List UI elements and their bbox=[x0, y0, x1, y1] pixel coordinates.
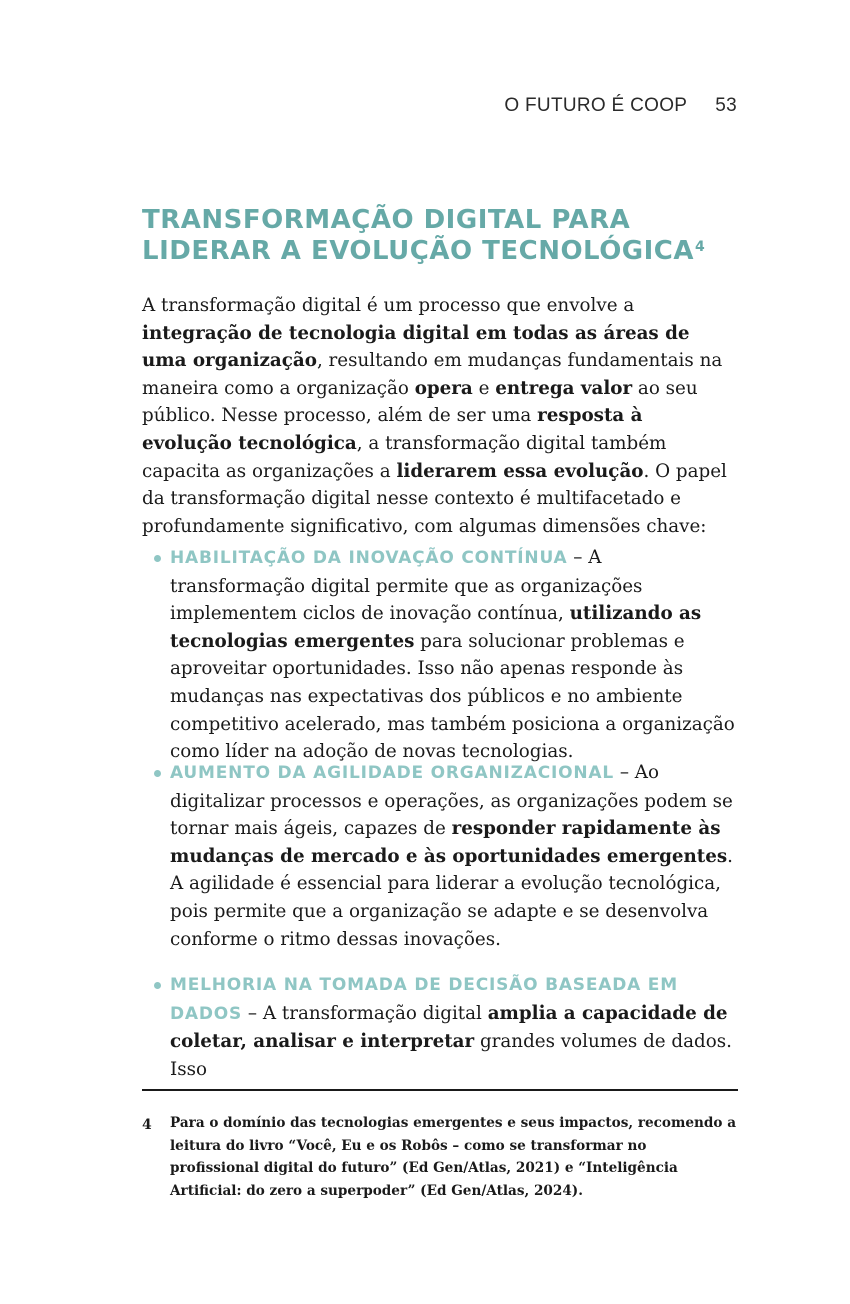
bullet-dot-icon bbox=[154, 770, 161, 777]
footnote-divider bbox=[142, 1089, 738, 1091]
bullet-heading: MELHORIA NA TOMADA DE DECISÃO BASEADA EM DADOS bbox=[170, 975, 678, 1024]
section-title-line-1: TRANSFORMAÇÃO DIGITAL PARA bbox=[142, 205, 631, 235]
page-number: 53 bbox=[715, 95, 737, 116]
section-title bbox=[142, 205, 762, 267]
bullet-dot-icon bbox=[154, 555, 161, 562]
bullet-item: AUMENTO DA AGILIDADE ORGANIZACIONAL – Ao digitalizar processos e operações, as organizações podem se tornar mais ágeis, capazes de responder rapidamente às mudanças de mercado e às oportunidades emergentes. A agilidade é essencial para liderar a evolução tecnológica, pois permite que a organização se adapte e se desenvolva conforme o ritmo dessas inovações. bbox=[170, 759, 738, 953]
bullet-item: MELHORIA NA TOMADA DE DECISÃO BASEADA EM DADOS – A transformação digital amplia a capacidade de coletar, analisar e interpretar grandes volumes de dados. Isso bbox=[170, 971, 738, 1083]
footnote-text: Para o domínio das tecnologias emergentes e seus impactos, recomendo a leitura do livro “Você, Eu e os Robôs – como se transformar no profissional digital do futuro” (Ed Gen/Atlas, 2021) e “Inteligência Artificial: do zero a superpoder” (Ed Gen/Atlas, 2024). bbox=[170, 1115, 737, 1199]
bullet-dot-icon bbox=[154, 982, 161, 989]
intro-paragraph: A transformação digital é um processo que envolve a integração de tecnologia digital em todas as áreas de uma organização, resultando em mudanças fundamentais na maneira como a organização opera e entrega valor ao seu público. Nesse processo, além de ser uma resposta à evolução tecnológica, a transformação digital também capacita as organizações a liderarem essa evolução. O papel da transformação digital nesse contexto é multifacetado e profundamente significativo, com algumas dimensões chave: bbox=[142, 295, 727, 537]
footnote-number: 4 bbox=[142, 1117, 152, 1133]
running-header bbox=[504, 95, 737, 117]
bullet-item: HABILITAÇÃO DA INOVAÇÃO CONTÍNUA – A transformação digital permite que as organizações implementem ciclos de inovação contínua, utilizando as tecnologias emergentes para solucionar problemas e aproveitar oportunidades. Isso não apenas responde às mudanças nas expectativas dos públicos e no ambiente competitivo acelerado, mas também posiciona a organização como líder na adoção de novas tecnologias. bbox=[170, 544, 738, 766]
section-title-line-2: LIDERAR A EVOLUÇÃO TECNOLÓGICA bbox=[142, 236, 695, 266]
footnote-reference: 4 bbox=[695, 239, 706, 255]
bullet-heading: AUMENTO DA AGILIDADE ORGANIZACIONAL bbox=[170, 763, 615, 783]
book-title: O FUTURO É COOP bbox=[504, 95, 688, 116]
bullet-heading: HABILITAÇÃO DA INOVAÇÃO CONTÍNUA bbox=[170, 548, 568, 568]
